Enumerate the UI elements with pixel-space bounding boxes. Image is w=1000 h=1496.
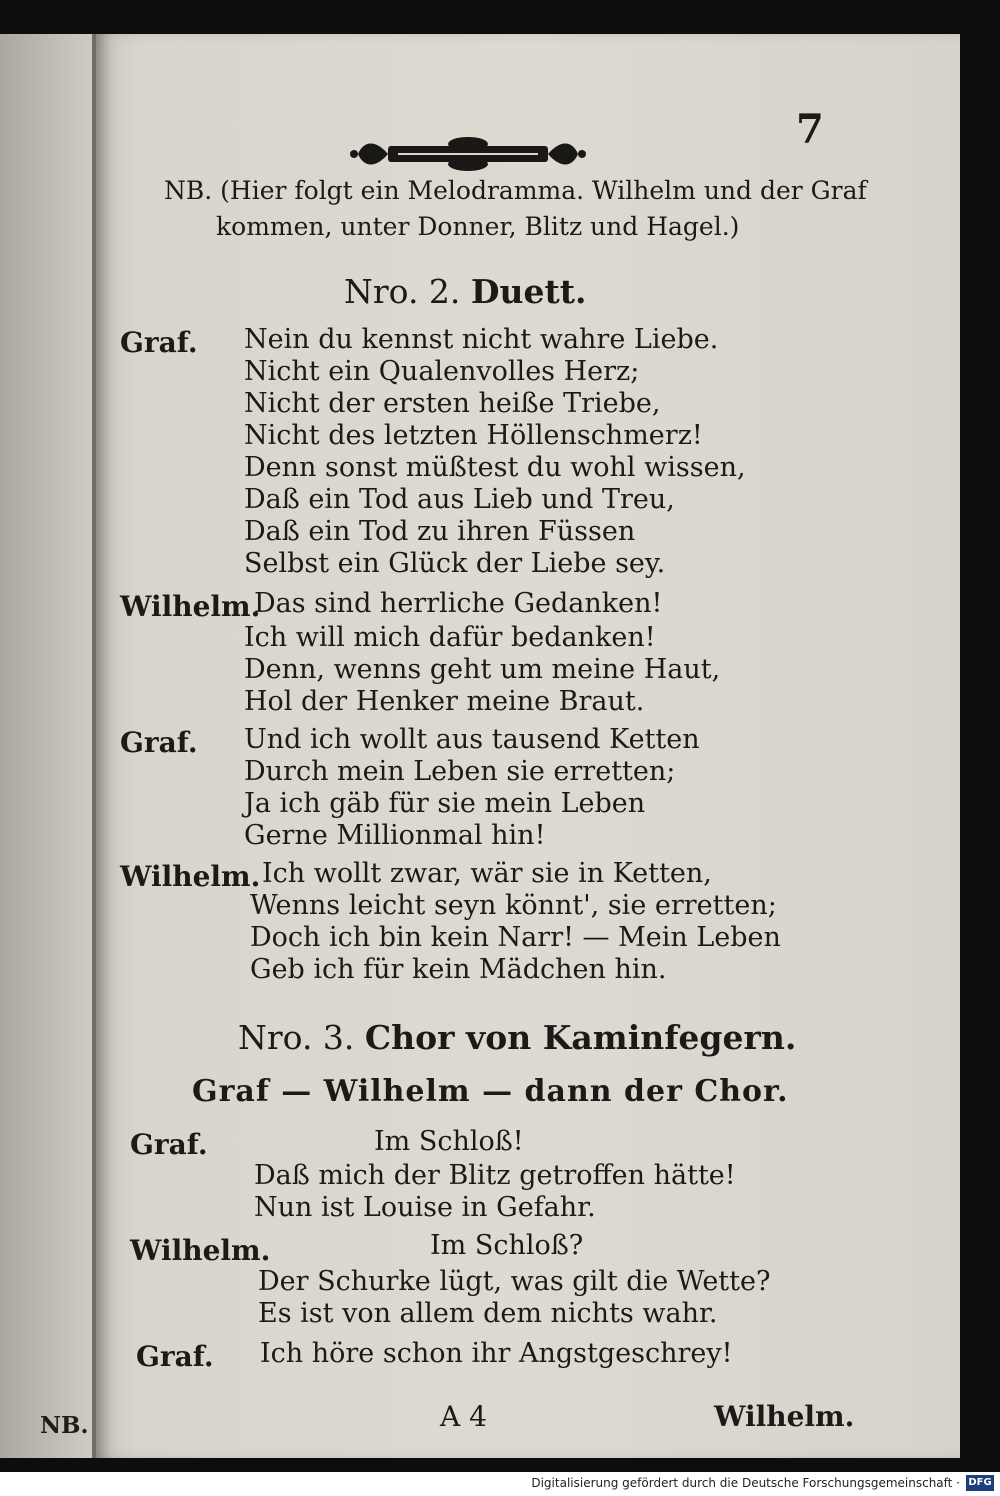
- verse-line: Daß mich der Blitz getroffen hätte!: [254, 1160, 736, 1191]
- verse-line: Der Schurke lügt, was gilt die Wette?: [258, 1266, 771, 1297]
- footer-credit: Digitalisierung gefördert durch die Deutsche Forschungsgemeinschaft ·: [531, 1476, 960, 1490]
- section-heading-chor: [238, 1018, 796, 1057]
- verse-line: Denn sonst müßtest du wohl wissen,: [244, 452, 746, 483]
- verse-line: Ja ich gäb für sie mein Leben: [244, 788, 646, 819]
- speaker-label: Wilhelm.: [120, 590, 261, 623]
- previous-page-edge: [0, 34, 96, 1458]
- verse-line: Geb ich für kein Mädchen hin.: [250, 954, 667, 985]
- signature-mark: A 4: [440, 1400, 487, 1433]
- verse-line: Ich will mich dafür bedanken!: [244, 622, 656, 653]
- verse-line: Nun ist Louise in Gefahr.: [254, 1192, 596, 1223]
- verse-line: Das sind herrliche Gedanken!: [254, 588, 663, 619]
- verse-line: Durch mein Leben sie erretten;: [244, 756, 676, 787]
- book-gutter: [92, 34, 96, 1458]
- speaker-label: Graf.: [120, 726, 198, 759]
- heading-title: Chor von Kaminfegern.: [364, 1018, 797, 1057]
- heading-number: Nro. 2.: [344, 272, 461, 311]
- verse-line: Ich höre schon ihr Angstgeschrey!: [260, 1338, 733, 1369]
- verse-line: Wenns leicht seyn könnt', sie erretten;: [250, 890, 777, 921]
- speaker-label: Graf.: [120, 326, 198, 359]
- verse-line: Denn, wenns geht um meine Haut,: [244, 654, 721, 685]
- footer-bar: [0, 1472, 1000, 1496]
- left-page-catchword: NB.: [40, 1412, 89, 1439]
- verse-line: Nein du kennst nicht wahre Liebe.: [244, 324, 719, 355]
- dfg-logo-icon: DFG: [966, 1475, 994, 1491]
- stage-cue: Im Schloß?: [430, 1230, 584, 1261]
- verse-line: Ich wollt zwar, wär sie in Ketten,: [262, 858, 712, 889]
- verse-line: Selbst ein Glück der Liebe sey.: [244, 548, 666, 579]
- page-number: 7: [796, 106, 824, 153]
- catchword: Wilhelm.: [714, 1400, 855, 1433]
- section-heading-duett: [344, 272, 587, 311]
- verse-line: Nicht der ersten heiße Triebe,: [244, 388, 661, 419]
- verse-line: Daß ein Tod zu ihren Füssen: [244, 516, 636, 547]
- verse-line: Es ist von allem dem nichts wahr.: [258, 1298, 718, 1329]
- heading-title: Duett.: [470, 272, 587, 311]
- printers-ornament-icon: [348, 134, 588, 178]
- stage-cue: Im Schloß!: [374, 1126, 524, 1157]
- verse-line: Gerne Millionmal hin!: [244, 820, 546, 851]
- verse-line: Und ich wollt aus tausend Ketten: [244, 724, 700, 755]
- speaker-label: Wilhelm.: [120, 860, 261, 893]
- heading-number: Nro. 3.: [238, 1018, 355, 1057]
- verse-line: Nicht ein Qualenvolles Herz;: [244, 356, 640, 387]
- verse-line: Doch ich bin kein Narr! — Mein Leben: [250, 922, 781, 953]
- speaker-label: Graf.: [136, 1340, 214, 1373]
- note-line-1: NB. (Hier folgt ein Melodramma. Wilhelm und der Graf: [164, 176, 867, 205]
- section-subheading: Graf — Wilhelm — dann der Chor.: [192, 1074, 789, 1109]
- speaker-label: Wilhelm.: [130, 1234, 271, 1267]
- verse-line: Nicht des letzten Höllenschmerz!: [244, 420, 703, 451]
- speaker-label: Graf.: [130, 1128, 208, 1161]
- note-line-2: kommen, unter Donner, Blitz und Hagel.): [216, 212, 740, 241]
- book-page: [96, 34, 960, 1458]
- verse-line: Daß ein Tod aus Lieb und Treu,: [244, 484, 675, 515]
- verse-line: Hol der Henker meine Braut.: [244, 686, 645, 717]
